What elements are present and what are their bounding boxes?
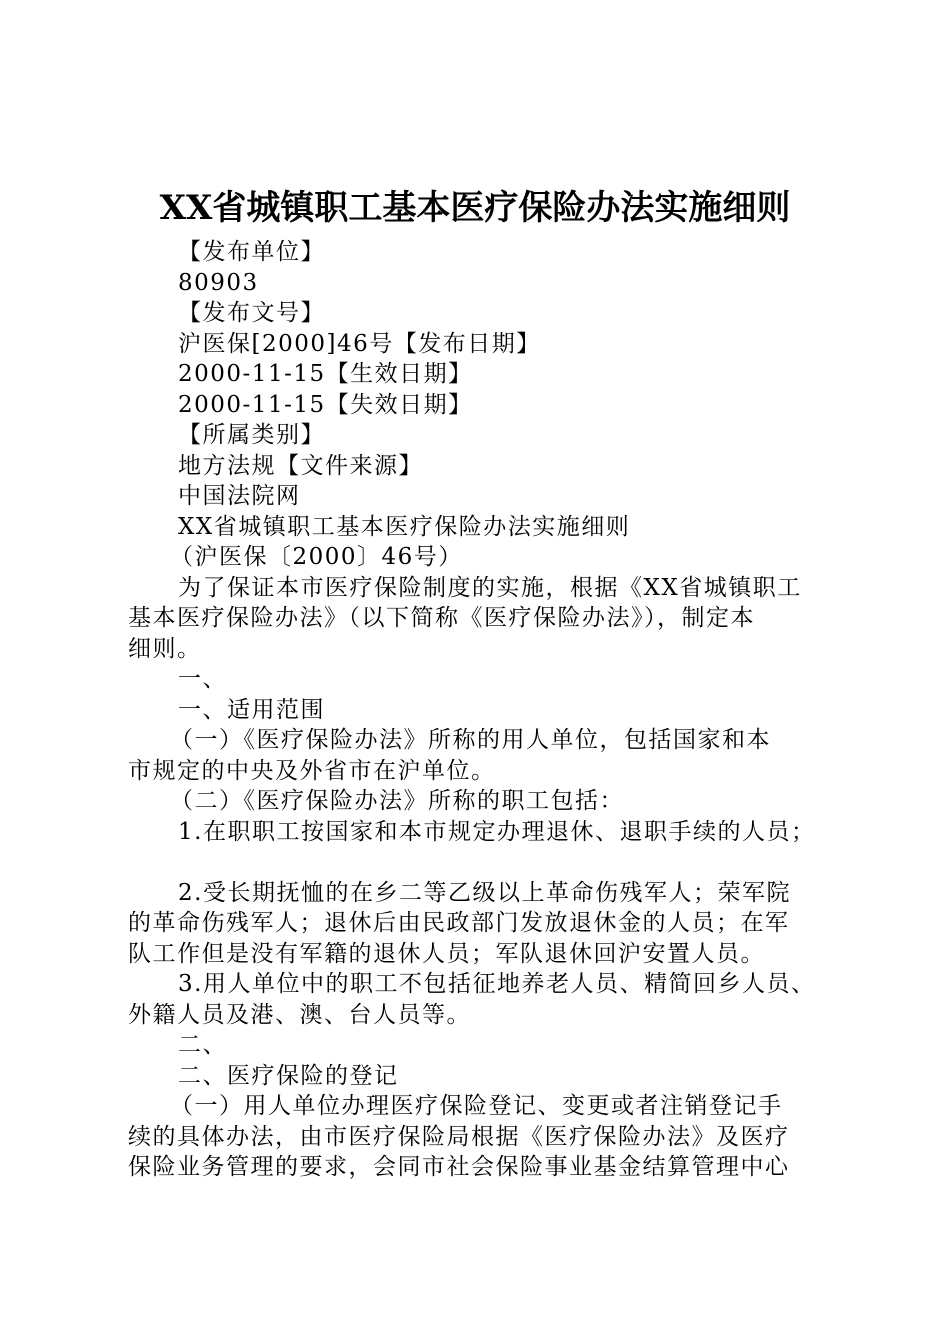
- effective-date-value: 2000-11-15【失效日期】: [178, 391, 473, 418]
- paragraph-line: 为了保证本市医疗保险制度的实施，根据《XX省城镇职工: [178, 574, 802, 601]
- document-body: [128, 237, 838, 1183]
- paragraph-line: 的革命伤残军人；退休后由民政部门发放退休金的人员；在军: [128, 910, 790, 936]
- paragraph-line: （一）《医疗保险办法》所称的用人单位，包括国家和本: [170, 727, 771, 753]
- category-value: 地方法规【文件来源】: [178, 452, 423, 479]
- section-marker: 一、: [178, 666, 227, 692]
- paragraph-line: 续的具体办法，由市医疗保险局根据《医疗保险办法》及医疗: [128, 1123, 790, 1150]
- paragraph-line: 外籍人员及港、澳、台人员等。: [128, 1001, 471, 1028]
- subtitle: XX省城镇职工基本医疗保险办法实施细则: [178, 513, 631, 540]
- paragraph-line: 1.在职职工按国家和本市规定办理退休、退职手续的人员；: [178, 818, 816, 845]
- paragraph-line: 细则。: [128, 635, 202, 662]
- paragraph-line: （二）《医疗保险办法》所称的职工包括：: [170, 788, 624, 814]
- document-title: XX省城镇职工基本医疗保险办法实施细则: [159, 188, 791, 228]
- section-marker: 二、: [178, 1032, 227, 1058]
- category-label: 【所属类别】: [178, 422, 325, 448]
- source-value: 中国法院网: [178, 483, 301, 509]
- paragraph-line: （一）用人单位办理医疗保险登记、变更或者注销登记手: [170, 1093, 783, 1119]
- paragraph-line: 基本医疗保险办法》（以下简称《医疗保险办法》），制定本: [128, 605, 755, 631]
- paragraph-line: 队工作但是没有军籍的退休人员；军队退休回沪安置人员。: [128, 940, 765, 967]
- doc-reference: （沪医保〔2000〕46号）: [170, 544, 463, 570]
- publisher-value: 80903: [178, 269, 259, 296]
- doc-number-value: 沪医保[2000]46号【发布日期】: [178, 330, 541, 357]
- paragraph-line: 保险业务管理的要求，会同市社会保险事业基金结算管理中心: [128, 1154, 790, 1180]
- doc-number-label: 【发布文号】: [178, 300, 325, 326]
- publish-date-value: 2000-11-15【生效日期】: [178, 361, 473, 387]
- section-heading: 二、医疗保险的登记: [178, 1062, 399, 1089]
- blank-line: [128, 847, 838, 878]
- section-heading: 一、适用范围: [178, 696, 325, 723]
- paragraph-line: 市规定的中央及外省市在沪单位。: [128, 757, 496, 784]
- paragraph-line: 3.用人单位中的职工不包括征地养老人员、精简回乡人员、: [178, 971, 816, 997]
- paragraph-line: 2.受长期抚恤的在乡二等乙级以上革命伤残军人；荣军院: [178, 879, 791, 906]
- publisher-label: 【发布单位】: [178, 239, 325, 265]
